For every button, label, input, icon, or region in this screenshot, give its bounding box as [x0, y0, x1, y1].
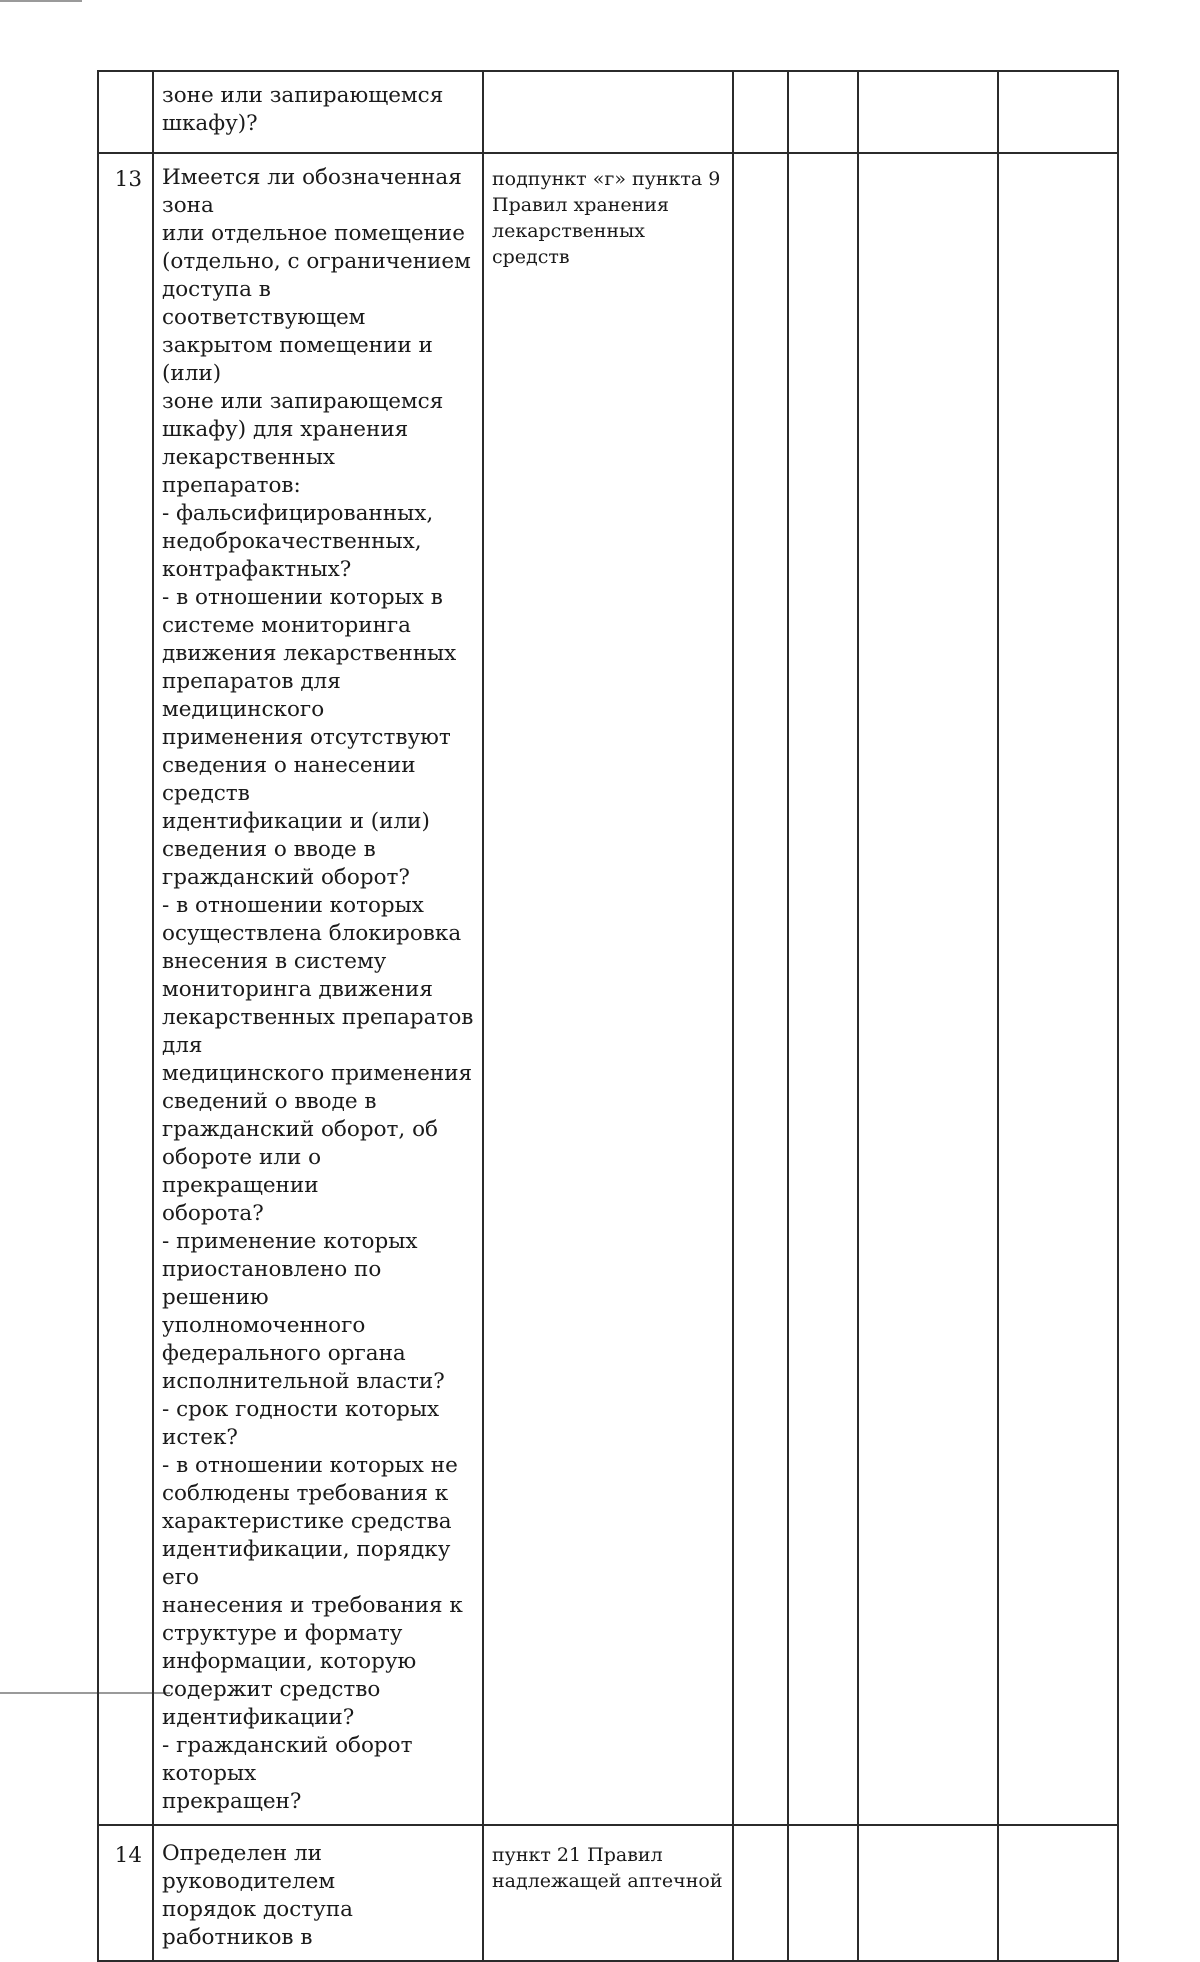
notes-cell: [998, 1825, 1118, 1961]
notes-cell: [998, 153, 1118, 1825]
row-number: [98, 71, 153, 153]
answer-na-cell: [858, 1825, 998, 1961]
answer-yes-cell: [733, 153, 788, 1825]
table-row: [98, 153, 1118, 1825]
question-text: Имеется ли обозначенная зона или отдельное помещение (отдельно, с ограничением доступа в соответствующем закрытом помещении и (или) зоне или запирающемся шкафу) для хранения лекарственных препаратов: - фальсифицированных, недоброкачественных, контрафактных? - в отношении которых в системе мониторинга движения лекарственных препаратов для медицинского применения отсутствуют сведения о нанесении средств идентификации и (или) сведения о вводе в гражданский оборот? - в отношении которых осуществлена блокировка внесения в систему мониторинга движения лекарственных препаратов для медицинского применения сведений о вводе в гражданский оборот, об обороте или о прекращении оборота? - применение которых приостановлено по решению уполномоченного федерального органа исполнительной власти? - срок годности которых истек? - в отношении которых не соблюдены требования к характеристике средства идентификации, порядку его нанесения и требования к структуре и формату информации, которую содержит средство идентификации? - гражданский оборот которых прекращен?: [153, 153, 483, 1825]
question-text: Определен ли руководителем порядок доступа работников в: [153, 1825, 483, 1961]
table-row: [98, 1825, 1118, 1961]
question-text: зоне или запирающемся шкафу)?: [153, 71, 483, 153]
legal-reference: подпункт «г» пункта 9 Правил хранения лекарственных средств: [483, 153, 733, 1825]
answer-yes-cell: [733, 71, 788, 153]
checklist-table: [97, 70, 1119, 1962]
answer-no-cell: [788, 153, 858, 1825]
answer-yes-cell: [733, 1825, 788, 1961]
answer-na-cell: [858, 153, 998, 1825]
legal-reference: [483, 71, 733, 153]
row-number: 14: [98, 1825, 153, 1961]
notes-cell: [998, 71, 1118, 153]
row-number: 13: [98, 153, 153, 1825]
legal-reference: пункт 21 Правил надлежащей аптечной: [483, 1825, 733, 1961]
answer-na-cell: [858, 71, 998, 153]
answer-no-cell: [788, 1825, 858, 1961]
answer-no-cell: [788, 71, 858, 153]
table-row: [98, 71, 1118, 153]
scan-mark-top: [0, 0, 82, 2]
